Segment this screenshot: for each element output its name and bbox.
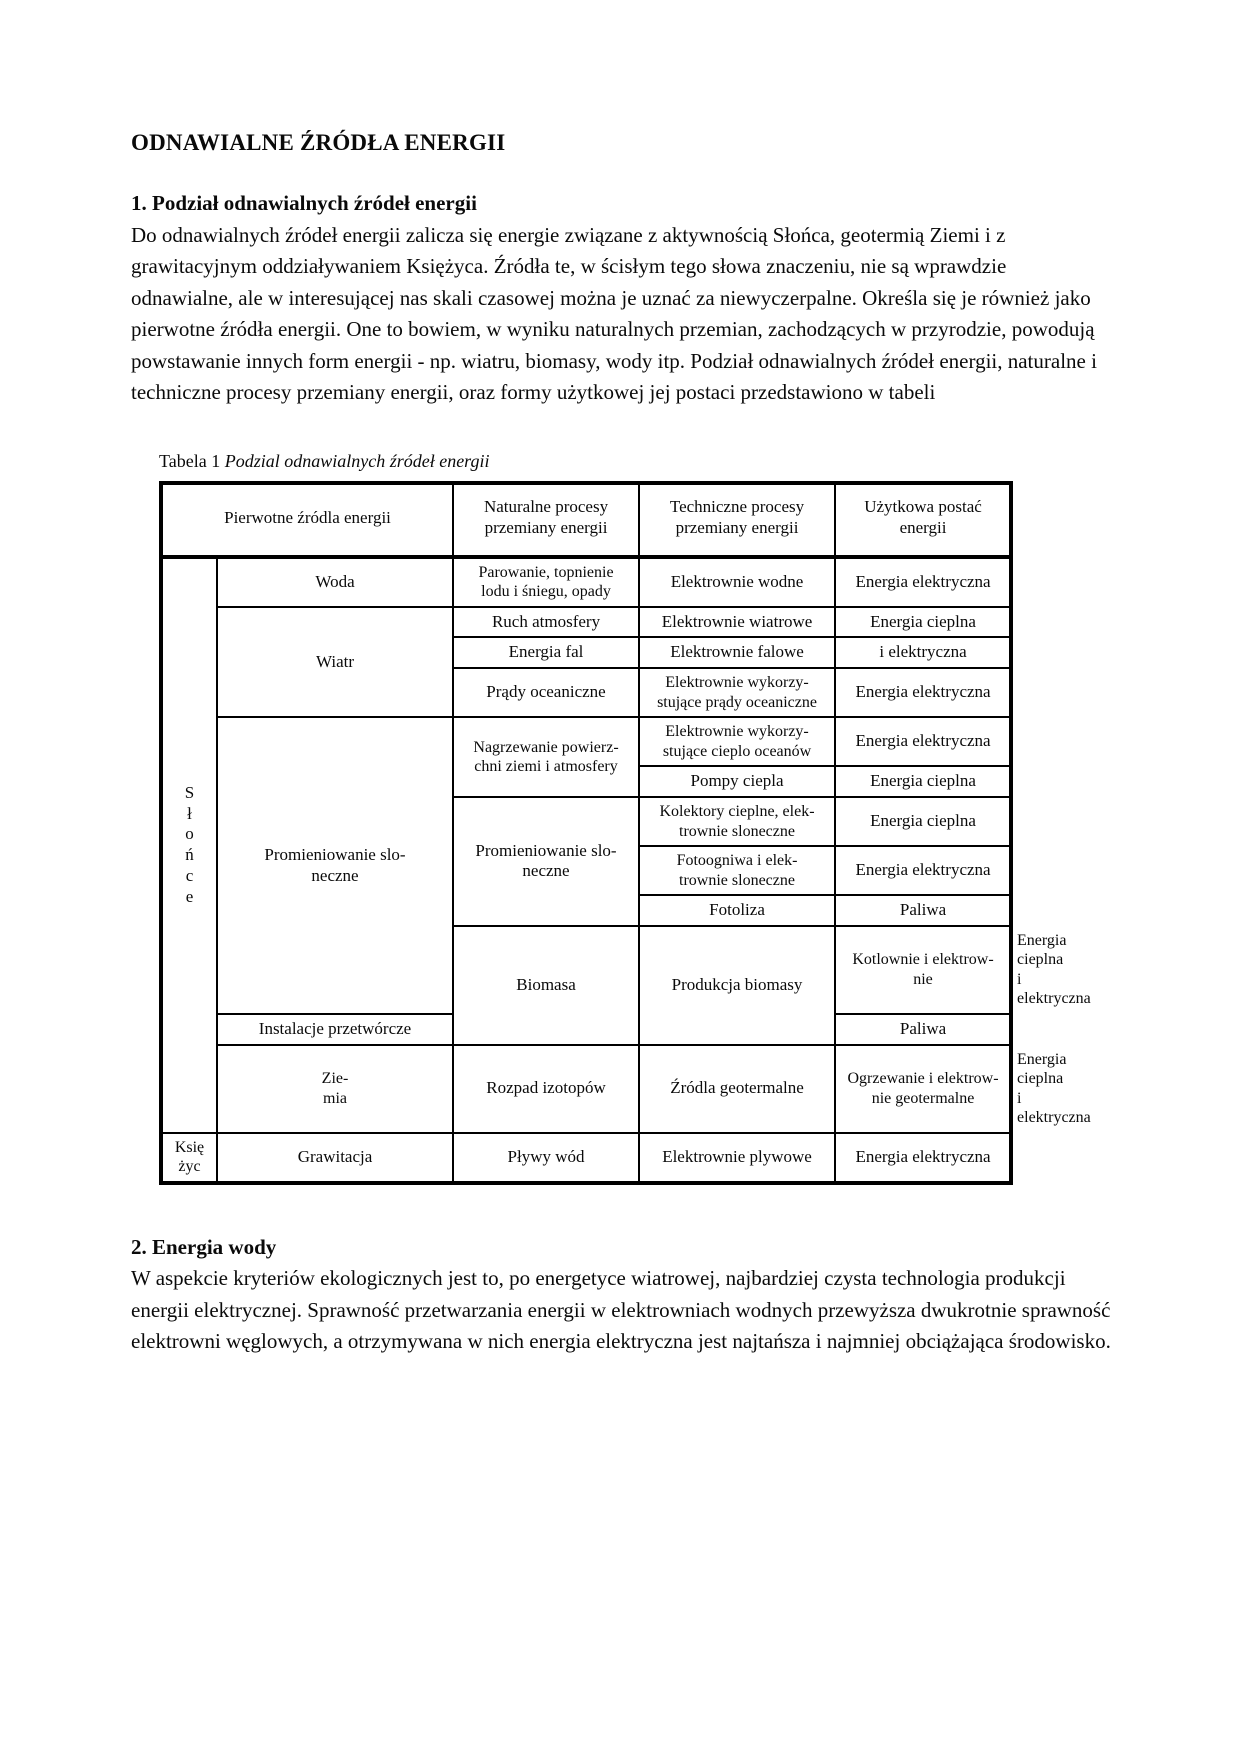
useful-energia-elektryczna-5: Energia elektryczna [835,1133,1011,1183]
technical-cieplo-line1: Elektrownie wykorzy- [665,723,809,741]
useful-paliwa: Paliwa [835,895,1011,926]
vertical-letter: o [185,824,194,844]
natural-prady-oceaniczne: Prądy oceaniczne [453,668,639,717]
vertical-label-ksiezyc [161,1133,217,1183]
natural-promieniowanie-line2: neczne [522,861,570,881]
table-row [161,557,1011,607]
useful-energia-cieplna-2: Energia cieplna [835,797,1011,846]
vertical-ksiezyc-line2: życ [178,1158,201,1176]
source-woda: Woda [217,557,453,607]
table-row [161,717,1011,766]
table-header-row [161,483,1011,556]
technical-elektrownie-wodne: Elektrownie wodne [639,557,835,607]
header-primary-sources [161,483,453,556]
header-useful-line2: energii [899,517,947,537]
section-2-paragraph: W aspekcie kryteriów ekologicznych jest to, po energetyce wiatrowej, najbardziej czysta technologia produkcji energii elektrycznej. Sprawność przetwarzania energii w elektrowniach wodnych przewyższa dwukrotnie sprawność elektrowni węglowych, a otrzymywana w nich energia elektryczna jest najtańsza i najmniej obciążająca środowisko. [131,1266,1111,1354]
source-grawitacja: Grawitacja [217,1133,453,1183]
technical-elektrownie-falowe: Elektrownie falowe [639,637,835,668]
useful-energia-cieplna: Energia cieplna [835,766,1011,797]
vertical-letter: ł [187,803,192,823]
vertical-letter: ń [185,845,194,865]
header-useful-form [835,483,1011,556]
natural-nagrzewanie [453,717,639,797]
table-caption-prefix: Tabela 1 [159,450,225,471]
technical-fotoogniwa-line1: Fotoogniwa i elek- [676,852,798,870]
section-1-heading: 1. Podział odnawialnych źródeł energii [131,191,477,216]
header-natural-line1: Naturalne procesy [483,497,609,517]
technical-instalacje-przetworcze: Instalacje przetwórcze [217,1014,453,1045]
section-2-block [131,1233,1112,1358]
natural-promieniowanie-line1: Promieniowanie slo- [475,840,617,860]
natural-nagrzewanie-line2: chni ziemi i atmosfery [474,758,618,776]
header-natural-processes [453,483,639,556]
technical-prady-oceaniczne [639,668,835,717]
vertical-label-ziemia [217,1045,453,1133]
vertical-ksiezyc-line1: Księ [174,1138,205,1156]
useful-paliwa-2: Paliwa [835,1014,1011,1045]
vertical-letter: e [185,886,194,906]
header-useful-line1: Użytkowa postać [864,497,982,517]
natural-parowanie-line2: lodu i śniegu, opady [481,583,611,601]
header-natural-line2: przemiany energii [484,517,608,537]
table-block [131,451,1112,1185]
table-body [161,557,1091,1183]
technical-ogrzewanie-line2: nie geotermalne [871,1089,975,1107]
technical-ogrzewanie-geotermalne [835,1045,1011,1133]
renewable-sources-table [159,481,1091,1184]
technical-pompy-ciepla: Pompy ciepla [639,766,835,797]
technical-kotlownie [835,926,1011,1014]
natural-energia-fal: Energia fal [453,637,639,668]
source-promieniowanie-line1: Promieniowanie slo- [264,844,406,864]
table-row: Zie- mia Rozpad izotopów Źródla geotermalne Ogrzewanie i elektrow- nie geotermalne Energia cieplna i elektryczna [161,1045,1011,1133]
vertical-letter: S [184,782,195,802]
natural-ruch-atmosfery: Ruch atmosfery [453,607,639,638]
useful-energia-cieplna-line2: i elektryczna [835,637,1011,668]
technical-elektrownie-plywowe: Elektrownie plywowe [639,1133,835,1183]
useful-energia-elektryczna-4: Energia elektryczna [835,846,1011,895]
vertical-ziemia-line1: Zie- [321,1070,349,1088]
technical-kolektory-line1: Kolektory cieplne, elek- [659,803,815,820]
section-1-paragraph: Do odnawialnych źródeł energii zalicza się energie związane z aktywnością Słońca, geotermią Ziemi i z grawitacyjnym oddziaływaniem Księżyca. Źródła te, w ścisłym tego słowa znaczeniu, nie są wprawdzie odnawialne, ale w interesującej nas skali czasowej można je uznać za niewyczerpalne. Określa się je również jako pierwotne źródła energii. One to bowiem, w wyniku naturalnych przemian, zachodzących w przyrodzie, powodują powstawanie innych form energii - np. wiatru, biomasy, wody itp. Podział odnawialnych źródeł energii, naturalne i techniczne procesy przemiany energii, oraz formy użytkowej jej postaci przedstawiono w tabeli [131,222,1097,405]
natural-parowanie [453,557,639,607]
vertical-label-slonce [161,557,217,1133]
useful-energia-elektryczna: Energia elektryczna [835,557,1011,607]
table-row [161,1133,1011,1183]
technical-kolektory-line2: trownie sloneczne [679,822,795,840]
natural-produkcja-biomasy: Produkcja biomasy [639,926,835,1045]
section-2-heading: 2. Energia wody [131,1234,277,1259]
technical-prady-line1: Elektrownie wykorzy- [665,674,809,692]
table-caption [159,451,1112,473]
source-promieniowanie-sloneczne [217,717,453,1014]
natural-parowanie-line1: Parowanie, topnienie [478,563,614,581]
technical-elektrownie-wiatrowe: Elektrownie wiatrowe [639,607,835,638]
header-primary-sources-label: Pierwotne źródla energii [224,507,391,527]
technical-cieplo-line2: stujące cieplo oceanów [662,742,812,760]
technical-kotlownie-line1: Kotlownie i elektrow- [852,951,994,969]
natural-zrodla-geotermalne: Źródla geotermalne [639,1045,835,1133]
technical-kolektory [639,797,835,846]
natural-nagrzewanie-line1: Nagrzewanie powierz- [473,738,619,756]
technical-cieplo-oceanow [639,717,835,766]
technical-ogrzewanie-line1: Ogrzewanie i elektrow- [847,1070,999,1088]
table-caption-title: Podzial odnawialnych źródeł energii [224,450,490,471]
header-technical-processes [639,483,835,556]
technical-fotoliza: Fotoliza [639,895,835,926]
page-title: ODNAWIALNE ŹRÓDŁA ENERGII [131,130,506,155]
table-header [161,483,1011,556]
vertical-letter: c [185,865,194,885]
technical-fotoogniwa-line2: trownie sloneczne [679,871,795,889]
source-wiatr: Wiatr [217,607,453,718]
table-row [161,607,1011,638]
useful-energia-cieplna-line1: Energia cieplna [835,607,1011,638]
vertical-ziemia-line2: mia [323,1089,347,1107]
useful-energia-elektryczna-2: Energia elektryczna [835,668,1011,717]
technical-kotlownie-line2: nie [913,970,933,988]
useful-energia-elektryczna-3: Energia elektryczna [835,717,1011,766]
technical-fotoogniwa [639,846,835,895]
technical-prady-line2: stujące prądy oceaniczne [657,693,817,711]
source-biomasa: Biomasa [453,926,639,1045]
header-technical-line1: Techniczne procesy [669,497,805,517]
table-row: Biomasa Produkcja biomasy Kotlownie i elektrow- nie Energia cieplna i elektryczna [161,926,1011,1014]
natural-plywy-wod: Pływy wód [453,1133,639,1183]
natural-promieniowanie-sloneczne [453,797,639,926]
header-technical-line2: przemiany energii [675,517,799,537]
source-rozpad-izotopow: Rozpad izotopów [453,1045,639,1133]
source-promieniowanie-line2: neczne [311,865,359,885]
